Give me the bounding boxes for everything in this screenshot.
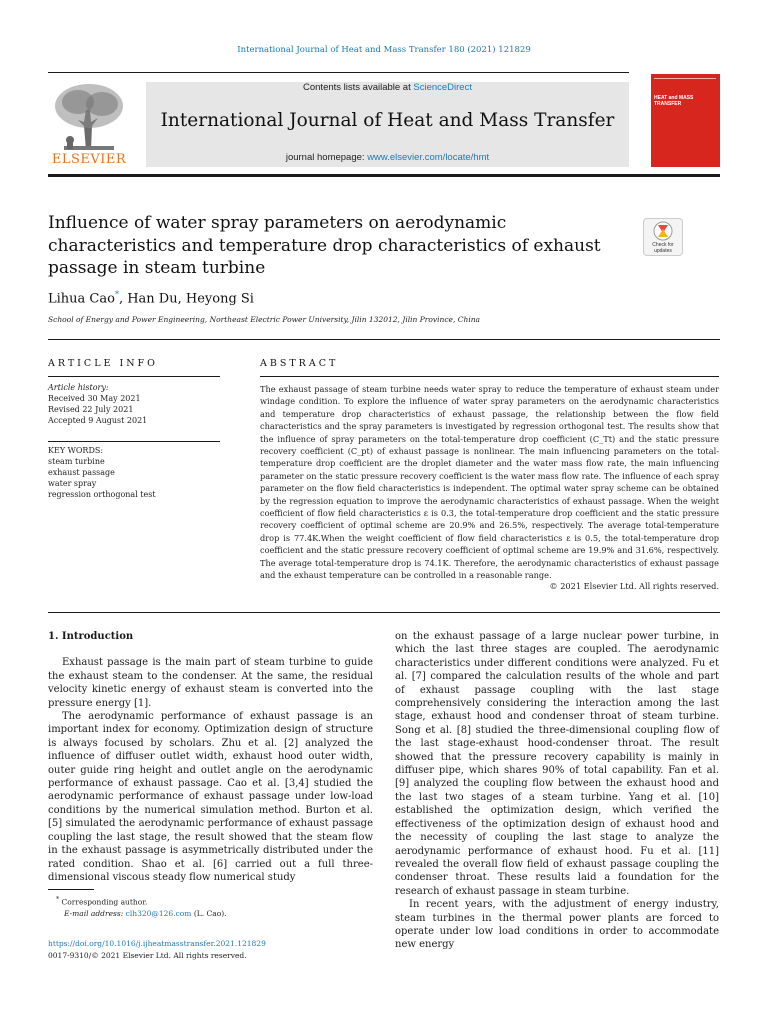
received-date: Received 30 May 2021	[48, 394, 141, 403]
cover-rule	[654, 78, 716, 79]
masthead-top-rule	[48, 72, 629, 73]
accepted-date: Accepted 9 August 2021	[48, 416, 148, 425]
journal-homepage-link[interactable]: www.elsevier.com/locate/hmt	[367, 152, 490, 163]
keyword: steam turbine	[48, 457, 105, 466]
corresponding-label: Corresponding author.	[61, 897, 148, 907]
section-heading: 1. Introduction	[48, 631, 134, 642]
check-for-updates-badge[interactable]	[643, 218, 683, 256]
author-list: Lihua Cao*, Han Du, Heyong Si	[48, 290, 254, 307]
body-paragraph: In recent years, with the adjustment of energy industry, steam turbines in the thermal power plants are forced to operate under low load conditions in order to accommodate new energy	[395, 899, 719, 951]
email-suffix: (L. Cao).	[193, 908, 227, 918]
email-label: E-mail address:	[64, 908, 124, 918]
sciencedirect-link[interactable]: ScienceDirect	[413, 82, 472, 93]
issn-line: 0017-9310/© 2021 Elsevier Ltd. All rights reserved.	[48, 951, 247, 960]
abstract-rule	[260, 376, 719, 377]
abstract-heading: ABSTRACT	[260, 358, 339, 369]
crossmark-icon	[644, 219, 682, 243]
keyword: exhaust passage	[48, 468, 115, 477]
article-history	[48, 382, 220, 426]
journal-title: International Journal of Heat and Mass Transfer	[160, 110, 615, 131]
journal-cover[interactable]	[651, 74, 720, 167]
email-link[interactable]: clh320@126.com	[125, 908, 192, 918]
doi-block	[48, 938, 378, 962]
journal-banner	[146, 82, 629, 167]
history-label: Article history:	[48, 383, 109, 392]
running-head[interactable]: International Journal of Heat and Mass Transfer 180 (2021) 121829	[237, 45, 531, 55]
keyword: regression orthogonal test	[48, 490, 156, 499]
email-note	[56, 908, 376, 919]
crossmark-label: Check for updates	[652, 242, 674, 254]
body-paragraph: on the exhaust passage of a large nuclear power turbine, in which the last three stages are coupled. The aerodynamic characteristics under different conditions were analyzed. Fu et al. [7] compared the calculation results of the whole and part of exhaust passage coupling with the last stage comprehensively considering the interaction among the last stage, exhaust hood and condenser throat of steam turbine. Song et al. [8] studied the three-dimensional coupling flow of the last stage-exhaust hood-condenser throat. The result showed that the pressure recovery capability is mainly in diffuser pipe, which shares 90% of total capability. Fan et al. [9] analyzed the coupling flow between the exhaust hood and the last two stages of a steam turbine. Yang et al. [10] established the optimization design, which verified the effectiveness of the optimization design of exhaust hood and the necessity of coupling the last stage to analyze the aerodynamic performance of exhaust hood. Fu et al. [11] revealed the overall flow field of exhaust passage coupling the condenser throat. These results laid a foundation for the research of exhaust passage in steam turbine.	[395, 631, 719, 897]
keywords-rule	[48, 441, 220, 442]
abstract-text: The exhaust passage of steam turbine needs water spray to reduce the temperature of exhaust steam under windage condition. To explore the influence of water spray parameters on the aerodynamic characteristics and temperature drop characteristics of exhaust passage, the relationship between the flow field characteristics and the spray parameters is investigated by regression orthogonal test. The results show that the influence of spray parameters on the total-temperature drop coefficient (C_Tt) and the static pressure recovery coefficient (C_pt) of exhaust passage is nonlinear. The main influencing parameters on the total-temperature drop coefficient are the droplet diameter and the water mass flow rate, the main influencing parameter on the static pressure recovery coefficient is the water mass flow rate. The influence of each spray parameter on the flow field characteristics is independent. The optimal water spray scheme can be obtained by the regression equation to improve the aerodynamic characteristics of exhaust passage. When the weight coefficient of flow field characteristics ε is 0.3, the total-temperature drop coefficient and the static pressure recovery coefficient of optimal scheme are 20.9% and 26.5%, respectively. The average total-temperature drop is 77.4K.When the weight coefficient of flow field characteristics ε is 0.5, the total-temperature drop coefficient and the static pressure recovery coefficient of optimal scheme are 19.9% and 31.6%, respectively. The average total-temperature drop is 74.1K. Therefore, the aerodynamic characteristics of exhaust passage and the exhaust temperature can be controlled in a reasonable range.	[260, 384, 719, 581]
author-name: Lihua Cao	[48, 291, 115, 307]
keywords	[48, 445, 220, 500]
publisher-wordmark: ELSEVIER	[51, 152, 127, 167]
body-paragraph: The aerodynamic performance of exhaust passage is an important index for economy. Optimization design of structure is always focused by scholars. Zhu et al. [2] analyzed the influence of diffuser outlet width, exhaust hood outer width, outer guide ring height and outlet angle on the aerodynamic performance of exhaust passage. Cao et al. [3,4] studied the aerodynamic performance of exhaust passage under low-load conditions by the numerical simulation method. Burton et al. [5] simulated the aerodynamic performance of exhaust passage coupling the last stage, the result showed that the steam flow in the exhaust passage is asymmetrically distributed under the rated condition. Shao et al. [6] carried out a full three-dimensional viscous steady flow numerical study	[48, 711, 373, 883]
homepage-line	[146, 152, 629, 163]
footnote-mark: *	[56, 896, 60, 903]
keyword: water spray	[48, 479, 97, 488]
corresponding-author-note	[56, 894, 376, 908]
cover-title: HEAT and MASS TRANSFER	[654, 95, 694, 107]
contents-prefix: Contents lists available at	[303, 82, 414, 93]
revised-date: Revised 22 July 2021	[48, 405, 134, 414]
article-title: Influence of water spray parameters on aerodynamic characteristics and temperature drop characteristics of exhaust passage in steam turbine	[48, 213, 601, 278]
footnote	[56, 894, 376, 919]
footnote-rule	[48, 889, 94, 890]
author-name: Heyong Si	[185, 291, 254, 307]
body-right-column	[395, 630, 719, 952]
body-paragraph: Exhaust passage is the main part of steam turbine to guide the exhaust steam to the condenser. At the same, the residual velocity kinetic energy of exhaust steam is converted into the pressure energy [1].	[48, 657, 373, 709]
abstract-bottom-rule	[48, 612, 720, 613]
abstract-copyright: © 2021 Elsevier Ltd. All rights reserved.	[549, 581, 719, 591]
article-info-rule	[48, 376, 220, 377]
doi-link[interactable]: https://doi.org/10.1016/j.ijheatmasstransfer.2021.121829	[48, 939, 266, 948]
masthead-bottom-rule	[48, 174, 720, 177]
elsevier-logo	[48, 80, 130, 168]
keywords-label: KEY WORDS:	[48, 446, 104, 455]
header-rule	[48, 339, 720, 340]
body-left-column	[48, 630, 373, 884]
corresponding-mark[interactable]: *	[114, 290, 119, 299]
article-info-heading: ARTICLE INFO	[48, 358, 158, 369]
author-name: Han Du	[127, 291, 178, 307]
contents-line	[146, 82, 629, 93]
affiliation: School of Energy and Power Engineering, Northeast Electric Power University, Jilin 132012, Jilin Province, China	[48, 315, 481, 324]
homepage-prefix: journal homepage:	[285, 152, 368, 163]
